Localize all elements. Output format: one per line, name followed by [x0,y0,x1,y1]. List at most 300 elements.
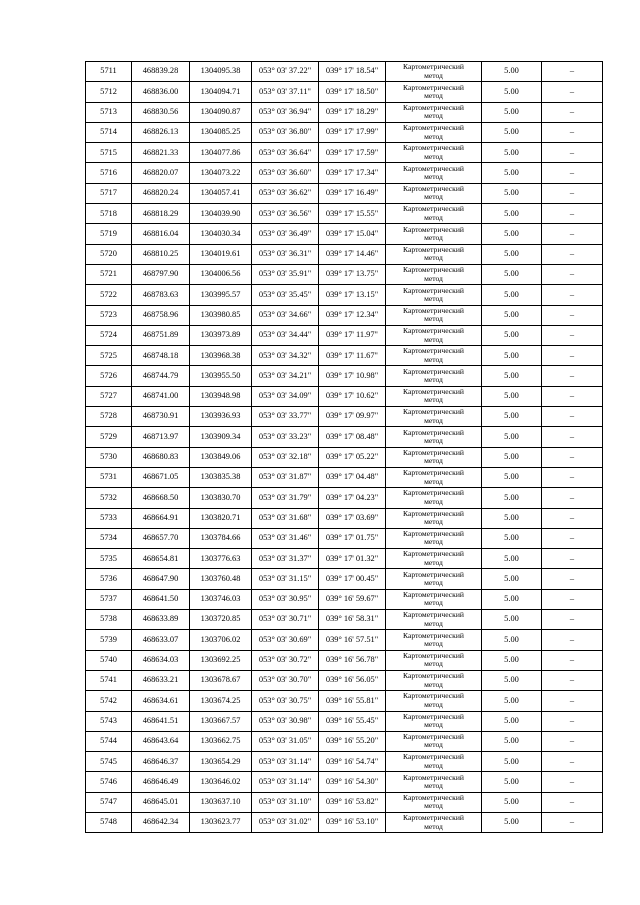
x-coordinate-cell: 468741.00 [132,386,190,406]
point-number-cell: 5731 [86,467,132,487]
accuracy-cell: 5.00 [482,569,542,589]
point-number-cell: 5717 [86,183,132,203]
accuracy-cell: 5.00 [482,670,542,690]
point-number-cell: 5740 [86,650,132,670]
method-label-line1: Картометрический [403,711,464,721]
method-cell [386,264,482,284]
method-cell [386,82,482,102]
method-label-line2: метод [424,537,443,547]
method-cell [386,792,482,812]
point-number-cell: 5715 [86,143,132,163]
table-row [86,82,603,102]
longitude-cell: 039° 17' 16.49" [319,183,386,203]
table-row [86,325,603,345]
x-coordinate-cell: 468641.51 [132,711,190,731]
point-number-cell: 5734 [86,528,132,548]
note-cell: – [542,650,603,670]
x-coordinate-cell: 468810.25 [132,244,190,264]
note-cell: – [542,569,603,589]
table-row [86,589,603,609]
method-label-line1: Картометрический [403,305,464,315]
note-cell: – [542,488,603,508]
y-coordinate-cell: 1303637.10 [190,792,252,812]
point-number-cell: 5742 [86,691,132,711]
method-label-line1: Картометрический [403,630,464,640]
table-row [86,305,603,325]
y-coordinate-cell: 1304030.34 [190,224,252,244]
method-label-line1: Картометрический [403,285,464,295]
y-coordinate-cell: 1303760.48 [190,569,252,589]
accuracy-cell: 5.00 [482,731,542,751]
table-row [86,792,603,812]
accuracy-cell: 5.00 [482,508,542,528]
x-coordinate-cell: 468821.33 [132,143,190,163]
y-coordinate-cell: 1304073.22 [190,163,252,183]
point-number-cell: 5725 [86,346,132,366]
accuracy-cell: 5.00 [482,630,542,650]
note-cell: – [542,102,603,122]
method-label-line2: метод [424,821,443,831]
method-label-line2: метод [424,760,443,770]
method-label-line2: метод [424,801,443,811]
latitude-cell: 053° 03' 34.44" [252,325,319,345]
latitude-cell: 053° 03' 36.31" [252,244,319,264]
method-cell [386,305,482,325]
accuracy-cell: 5.00 [482,285,542,305]
table-row [86,528,603,548]
y-coordinate-cell: 1303830.70 [190,488,252,508]
y-coordinate-cell: 1303674.25 [190,691,252,711]
accuracy-cell: 5.00 [482,264,542,284]
longitude-cell: 039° 17' 18.50" [319,82,386,102]
y-coordinate-cell: 1304085.25 [190,122,252,142]
y-coordinate-cell: 1303678.67 [190,670,252,690]
y-coordinate-cell: 1303784.66 [190,528,252,548]
note-cell: – [542,62,603,82]
table-row [86,244,603,264]
table-row [86,62,603,82]
method-cell [386,610,482,630]
accuracy-cell: 5.00 [482,143,542,163]
method-label-line2: метод [424,151,443,161]
x-coordinate-cell: 468657.70 [132,528,190,548]
note-cell: – [542,610,603,630]
longitude-cell: 039° 17' 17.59" [319,143,386,163]
accuracy-cell: 5.00 [482,204,542,224]
x-coordinate-cell: 468816.04 [132,224,190,244]
method-label-line2: метод [424,273,443,283]
y-coordinate-cell: 1303662.75 [190,731,252,751]
table-row [86,224,603,244]
method-label-line1: Картометрический [403,650,464,660]
point-number-cell: 5714 [86,122,132,142]
note-cell: – [542,204,603,224]
note-cell: – [542,366,603,386]
point-number-cell: 5718 [86,204,132,224]
method-label-line2: метод [424,395,443,405]
method-label-line1: Картометрический [403,184,464,194]
table-row [86,427,603,447]
y-coordinate-cell: 1303909.34 [190,427,252,447]
point-number-cell: 5738 [86,610,132,630]
longitude-cell: 039° 16' 53.10" [319,812,386,832]
note-cell: – [542,305,603,325]
point-number-cell: 5745 [86,752,132,772]
method-cell [386,711,482,731]
point-number-cell: 5746 [86,772,132,792]
method-label-line2: метод [424,70,443,80]
note-cell: – [542,224,603,244]
method-cell [386,549,482,569]
note-cell: – [542,325,603,345]
method-label-line2: метод [424,578,443,588]
x-coordinate-cell: 468642.34 [132,812,190,832]
table-row [86,691,603,711]
method-label-line1: Картометрический [403,549,464,559]
method-cell [386,752,482,772]
table-row [86,204,603,224]
latitude-cell: 053° 03' 30.70" [252,670,319,690]
x-coordinate-cell: 468836.00 [132,82,190,102]
accuracy-cell: 5.00 [482,386,542,406]
table-row [86,122,603,142]
longitude-cell: 039° 17' 01.32" [319,549,386,569]
latitude-cell: 053° 03' 34.21" [252,366,319,386]
x-coordinate-cell: 468634.03 [132,650,190,670]
method-label-line2: метод [424,659,443,669]
x-coordinate-cell: 468830.56 [132,102,190,122]
point-number-cell: 5712 [86,82,132,102]
method-label-line2: метод [424,253,443,263]
table-row [86,772,603,792]
accuracy-cell: 5.00 [482,610,542,630]
longitude-cell: 039° 17' 08.48" [319,427,386,447]
longitude-cell: 039° 16' 56.78" [319,650,386,670]
note-cell: – [542,731,603,751]
note-cell: – [542,467,603,487]
note-cell: – [542,82,603,102]
x-coordinate-cell: 468671.05 [132,467,190,487]
method-label-line2: метод [424,720,443,730]
latitude-cell: 053° 03' 36.94" [252,102,319,122]
method-cell [386,670,482,690]
method-cell [386,508,482,528]
latitude-cell: 053° 03' 36.80" [252,122,319,142]
table-row [86,569,603,589]
note-cell: – [542,264,603,284]
longitude-cell: 039° 17' 12.34" [319,305,386,325]
latitude-cell: 053° 03' 34.32" [252,346,319,366]
longitude-cell: 039° 17' 15.55" [319,204,386,224]
method-label-line1: Картометрический [403,813,464,823]
method-cell [386,204,482,224]
y-coordinate-cell: 1303973.89 [190,325,252,345]
method-cell [386,650,482,670]
latitude-cell: 053° 03' 36.56" [252,204,319,224]
method-cell [386,366,482,386]
longitude-cell: 039° 16' 56.05" [319,670,386,690]
note-cell: – [542,386,603,406]
longitude-cell: 039° 16' 53.82" [319,792,386,812]
x-coordinate-cell: 468641.50 [132,589,190,609]
y-coordinate-cell: 1304095.38 [190,62,252,82]
longitude-cell: 039° 16' 55.20" [319,731,386,751]
accuracy-cell: 5.00 [482,427,542,447]
latitude-cell: 053° 03' 35.45" [252,285,319,305]
method-label-line2: метод [424,435,443,445]
method-label-line1: Картометрический [403,204,464,214]
accuracy-cell: 5.00 [482,772,542,792]
point-number-cell: 5711 [86,62,132,82]
latitude-cell: 053° 03' 37.22" [252,62,319,82]
x-coordinate-cell: 468820.07 [132,163,190,183]
latitude-cell: 053° 03' 36.62" [252,183,319,203]
method-label-line1: Картометрический [403,691,464,701]
method-label-line2: метод [424,476,443,486]
longitude-cell: 039° 17' 05.22" [319,447,386,467]
table-row [86,285,603,305]
table-row [86,731,603,751]
method-label-line1: Картометрический [403,772,464,782]
note-cell: – [542,427,603,447]
method-cell [386,163,482,183]
method-cell [386,589,482,609]
method-cell [386,224,482,244]
y-coordinate-cell: 1303623.77 [190,812,252,832]
longitude-cell: 039° 17' 11.97" [319,325,386,345]
x-coordinate-cell: 468646.37 [132,752,190,772]
latitude-cell: 053° 03' 31.37" [252,549,319,569]
longitude-cell: 039° 17' 04.23" [319,488,386,508]
longitude-cell: 039° 17' 18.29" [319,102,386,122]
table-row [86,752,603,772]
y-coordinate-cell: 1304090.87 [190,102,252,122]
longitude-cell: 039° 17' 14.46" [319,244,386,264]
latitude-cell: 053° 03' 31.68" [252,508,319,528]
x-coordinate-cell: 468839.28 [132,62,190,82]
longitude-cell: 039° 17' 15.04" [319,224,386,244]
note-cell: – [542,589,603,609]
table-row [86,812,603,832]
note-cell: – [542,549,603,569]
method-cell [386,427,482,447]
accuracy-cell: 5.00 [482,305,542,325]
table-row [86,183,603,203]
point-number-cell: 5735 [86,549,132,569]
method-label-line2: метод [424,415,443,425]
table-row [86,488,603,508]
latitude-cell: 053° 03' 31.15" [252,569,319,589]
point-number-cell: 5737 [86,589,132,609]
x-coordinate-cell: 468646.49 [132,772,190,792]
point-number-cell: 5744 [86,731,132,751]
accuracy-cell: 5.00 [482,711,542,731]
method-cell [386,346,482,366]
method-cell [386,122,482,142]
method-label-line2: метод [424,557,443,567]
latitude-cell: 053° 03' 33.77" [252,407,319,427]
method-cell [386,731,482,751]
longitude-cell: 039° 17' 03.69" [319,508,386,528]
method-label-line2: метод [424,699,443,709]
latitude-cell: 053° 03' 36.60" [252,163,319,183]
longitude-cell: 039° 17' 10.98" [319,366,386,386]
method-label-line1: Картометрический [403,569,464,579]
y-coordinate-cell: 1303968.38 [190,346,252,366]
method-label-line2: метод [424,293,443,303]
method-label-line2: метод [424,496,443,506]
method-label-line1: Картометрический [403,386,464,396]
y-coordinate-cell: 1303849.06 [190,447,252,467]
latitude-cell: 053° 03' 31.02" [252,812,319,832]
table-row [86,163,603,183]
y-coordinate-cell: 1304057.41 [190,183,252,203]
table-row [86,670,603,690]
y-coordinate-cell: 1303654.29 [190,752,252,772]
longitude-cell: 039° 17' 10.62" [319,386,386,406]
longitude-cell: 039° 17' 18.54" [319,62,386,82]
note-cell: – [542,670,603,690]
y-coordinate-cell: 1303980.85 [190,305,252,325]
method-label-line2: метод [424,90,443,100]
method-label-line1: Картометрический [403,102,464,112]
method-label-line1: Картометрический [403,143,464,153]
x-coordinate-cell: 468645.01 [132,792,190,812]
note-cell: – [542,691,603,711]
note-cell: – [542,528,603,548]
method-label-line1: Картометрический [403,326,464,336]
method-cell [386,812,482,832]
x-coordinate-cell: 468730.91 [132,407,190,427]
accuracy-cell: 5.00 [482,792,542,812]
latitude-cell: 053° 03' 31.14" [252,772,319,792]
table-row [86,610,603,630]
method-label-line1: Картометрический [403,488,464,498]
y-coordinate-cell: 1303948.98 [190,386,252,406]
y-coordinate-cell: 1303646.02 [190,772,252,792]
latitude-cell: 053° 03' 33.23" [252,427,319,447]
point-number-cell: 5719 [86,224,132,244]
accuracy-cell: 5.00 [482,467,542,487]
method-cell [386,407,482,427]
table-row [86,549,603,569]
x-coordinate-cell: 468713.97 [132,427,190,447]
x-coordinate-cell: 468634.61 [132,691,190,711]
x-coordinate-cell: 468797.90 [132,264,190,284]
method-label-line2: метод [424,334,443,344]
y-coordinate-cell: 1303820.71 [190,508,252,528]
y-coordinate-cell: 1304077.86 [190,143,252,163]
method-label-line1: Картометрический [403,610,464,620]
longitude-cell: 039° 17' 01.75" [319,528,386,548]
method-label-line2: метод [424,618,443,628]
x-coordinate-cell: 468758.96 [132,305,190,325]
x-coordinate-cell: 468751.89 [132,325,190,345]
longitude-cell: 039° 17' 17.99" [319,122,386,142]
table-row [86,508,603,528]
x-coordinate-cell: 468654.81 [132,549,190,569]
x-coordinate-cell: 468647.90 [132,569,190,589]
x-coordinate-cell: 468633.89 [132,610,190,630]
latitude-cell: 053° 03' 30.69" [252,630,319,650]
accuracy-cell: 5.00 [482,244,542,264]
method-cell [386,528,482,548]
method-cell [386,488,482,508]
method-cell [386,244,482,264]
point-number-cell: 5723 [86,305,132,325]
longitude-cell: 039° 16' 58.31" [319,610,386,630]
longitude-cell: 039° 17' 13.75" [319,264,386,284]
method-cell [386,447,482,467]
latitude-cell: 053° 03' 37.11" [252,82,319,102]
point-number-cell: 5730 [86,447,132,467]
y-coordinate-cell: 1303995.57 [190,285,252,305]
note-cell: – [542,792,603,812]
point-number-cell: 5729 [86,427,132,447]
point-number-cell: 5747 [86,792,132,812]
accuracy-cell: 5.00 [482,549,542,569]
accuracy-cell: 5.00 [482,102,542,122]
point-number-cell: 5724 [86,325,132,345]
method-cell [386,325,482,345]
method-cell [386,630,482,650]
table-row [86,143,603,163]
method-label-line1: Картометрический [403,265,464,275]
latitude-cell: 053° 03' 35.91" [252,264,319,284]
method-cell [386,467,482,487]
method-label-line1: Картометрический [403,671,464,681]
longitude-cell: 039° 16' 55.45" [319,711,386,731]
coordinates-table [85,61,603,833]
longitude-cell: 039° 17' 13.15" [319,285,386,305]
method-label-line1: Картометрический [403,82,464,92]
table-row [86,386,603,406]
x-coordinate-cell: 468818.29 [132,204,190,224]
y-coordinate-cell: 1303667.57 [190,711,252,731]
accuracy-cell: 5.00 [482,62,542,82]
method-label-line2: метод [424,131,443,141]
method-label-line2: метод [424,781,443,791]
note-cell: – [542,122,603,142]
point-number-cell: 5732 [86,488,132,508]
method-label-line1: Картометрический [403,792,464,802]
accuracy-cell: 5.00 [482,122,542,142]
accuracy-cell: 5.00 [482,488,542,508]
latitude-cell: 053° 03' 36.49" [252,224,319,244]
y-coordinate-cell: 1304006.56 [190,264,252,284]
longitude-cell: 039° 16' 59.67" [319,589,386,609]
method-label-line2: метод [424,740,443,750]
table-row [86,264,603,284]
accuracy-cell: 5.00 [482,224,542,244]
point-number-cell: 5713 [86,102,132,122]
longitude-cell: 039° 17' 11.67" [319,346,386,366]
accuracy-cell: 5.00 [482,447,542,467]
method-cell [386,183,482,203]
longitude-cell: 039° 16' 57.51" [319,630,386,650]
latitude-cell: 053° 03' 30.75" [252,691,319,711]
method-label-line1: Картометрический [403,468,464,478]
point-number-cell: 5739 [86,630,132,650]
method-cell [386,772,482,792]
method-label-line1: Картометрический [403,346,464,356]
method-label-line2: метод [424,598,443,608]
point-number-cell: 5721 [86,264,132,284]
method-label-line1: Картометрический [403,589,464,599]
method-label-line2: метод [424,212,443,222]
method-label-line2: метод [424,456,443,466]
y-coordinate-cell: 1303776.63 [190,549,252,569]
